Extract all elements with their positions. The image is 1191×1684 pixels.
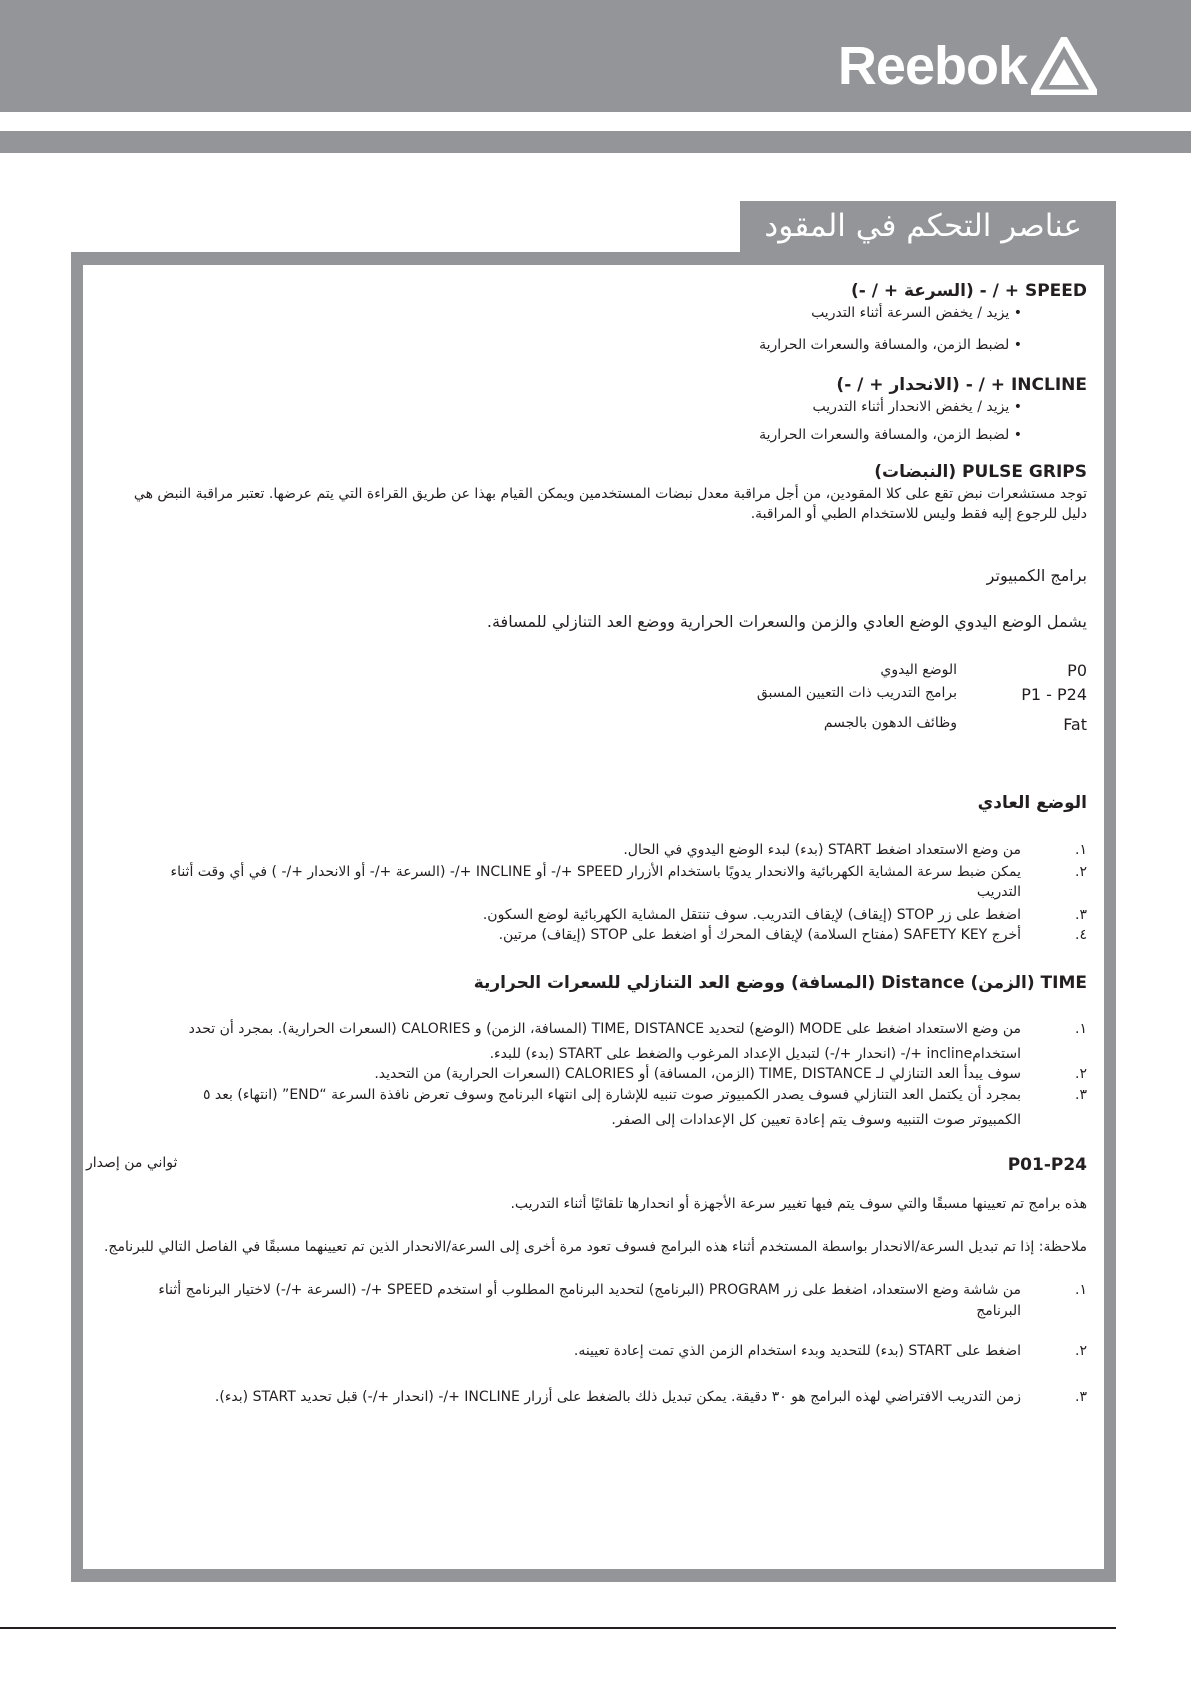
incline-bullet-1: • يزيد / يخفض الانحدار أثناء التدريب bbox=[812, 399, 1022, 415]
brand-wordmark: Reebok bbox=[837, 36, 1027, 96]
speed-heading: SPEED + / - (السرعة + / -) bbox=[850, 281, 1087, 301]
program-desc-p1p24: برامج التدريب ذات التعيين المسبق bbox=[756, 685, 957, 701]
p01-note: ملاحظة: إذا تم تبديل السرعة/الانحدار بواسطة المستخدم أثناء هذه البرامج فسوف تعود مرة أخرى إلى السرعة/الانحدار الذين تم تعيينهما مسبقًا في الفاصل التالي للبرنامج. bbox=[103, 1239, 1087, 1255]
incline-heading: INCLINE + / - (الانحدار + / -) bbox=[836, 375, 1087, 395]
countdown-item-2-number: ٢. bbox=[1075, 1066, 1087, 1082]
p01-item-2: اضغط على START (بدء) للتحديد وبدء استخدام الزمن الذي تمت إعادة تعيينه. bbox=[573, 1343, 1021, 1359]
programs-intro: يشمل الوضع اليدوي الوضع العادي والزمن والسعرات الحرارية ووضع العد التنازلي للمسافة. bbox=[486, 612, 1087, 631]
countdown-item-3: بمجرد أن يكتمل العد التنازلي فسوف يصدر الكمبيوتر صوت تنبيه للإشارة إلى انتهاء البرنامج وسوف تعرض نافذة السرعة “END” (انتهاء) بعد ٥ bbox=[202, 1087, 1021, 1103]
normal-item-2-number: ٢. bbox=[1075, 864, 1087, 880]
p01-heading: P01-P24 bbox=[1007, 1155, 1087, 1175]
countdown-item-2: سوف يبدأ العد التنازلي لـ TIME, DISTANCE (الزمن، المسافة) أو CALORIES (السعرات الحرارية) من التحديد. bbox=[374, 1066, 1021, 1082]
incline-bullet-2: • لضبط الزمن، والمسافة والسعرات الحرارية bbox=[759, 427, 1022, 443]
countdown-heading: TIME (الزمن) Distance (المسافة) ووضع العد التنازلي للسعرات الحرارية bbox=[473, 973, 1087, 993]
normal-item-4-number: ٤. bbox=[1075, 927, 1087, 943]
p01-item-3: زمن التدريب الافتراضي لهذه البرامج هو ٣٠ دقيقة. يمكن تبديل ذلك بالضغط على أزرار INCLINE +/- (انحدار +/-) قبل تحديد START (بدء). bbox=[214, 1389, 1021, 1405]
p01-item-1: من شاشة وضع الاستعداد، اضغط على زر PROGRAM (البرنامج) لتحديد البرنامج المطلوب أو استخدم SPEED +/- (السرعة +/-) لاختيار البرنامج أثناء bbox=[158, 1282, 1021, 1298]
p01-side-note: ثواني من إصدار bbox=[86, 1155, 178, 1171]
normal-item-1-number: ١. bbox=[1075, 842, 1087, 858]
p01-item-3-number: ٣. bbox=[1075, 1389, 1087, 1405]
normal-item-2-cont: التدريب bbox=[976, 884, 1021, 900]
normal-item-4: أخرج SAFETY KEY (مفتاح السلامة) لإيقاف المحرك أو اضغط على STOP (إيقاف) مرتين. bbox=[498, 927, 1021, 943]
p01-item-2-number: ٢. bbox=[1075, 1343, 1087, 1359]
speed-bullet-1: • يزيد / يخفض السرعة أثناء التدريب bbox=[811, 305, 1022, 321]
pulse-line-2: دليل للرجوع إليه فقط وليس للاستخدام الطبي أو المراقبة. bbox=[750, 506, 1087, 522]
countdown-item-3-cont: الكمبيوتر صوت التنبيه وسوف يتم إعادة تعيين كل الإعدادات إلى الصفر. bbox=[611, 1112, 1021, 1128]
pulse-heading: PULSE GRIPS (النبضات) bbox=[874, 462, 1087, 482]
normal-mode-heading: الوضع العادي bbox=[977, 793, 1087, 813]
countdown-item-1-cont: استخدامincline +/- (انحدار +/-) لتبديل الإعداد المرغوب والضغط على START (بدء) للبدء. bbox=[489, 1046, 1021, 1062]
sub-header-band bbox=[0, 131, 1191, 153]
footer-rule bbox=[0, 1627, 1116, 1629]
normal-item-3-number: ٣. bbox=[1075, 907, 1087, 923]
pulse-line-1: توجد مستشعرات نبض تقع على كلا المقودين، من أجل مراقبة معدل نبضات المستخدمين ويمكن القيام بهذا عن طريق القراءة التي يتم عرضها. تعتبر مراقبة النبض هي bbox=[133, 486, 1087, 502]
p01-item-1-cont: البرنامج bbox=[976, 1303, 1021, 1319]
program-desc-p0: الوضع اليدوي bbox=[880, 662, 957, 678]
program-code-p1p24: P1 - P24 bbox=[1021, 685, 1087, 704]
countdown-item-3-number: ٣. bbox=[1075, 1087, 1087, 1103]
countdown-item-1: من وضع الاستعداد اضغط على MODE (الوضع) لتحديد TIME, DISTANCE (المسافة، الزمن) و CALORIES (السعرات الحرارية). بمجرد أن تحدد bbox=[188, 1021, 1021, 1037]
normal-item-3: اضغط على زر STOP (إيقاف) لإيقاف التدريب. سوف تنتقل المشاية الكهربائية لوضع السكون. bbox=[482, 907, 1021, 923]
program-code-fat: Fat bbox=[1063, 715, 1087, 734]
countdown-item-1-number: ١. bbox=[1075, 1021, 1087, 1037]
p01-item-1-number: ١. bbox=[1075, 1282, 1087, 1298]
p01-description: هذه برامج تم تعيينها مسبقًا والتي سوف يتم فيها تغيير سرعة الأجهزة أو انحدارها تلقائيًا أثناء التدريب. bbox=[510, 1196, 1087, 1212]
reebok-logo bbox=[838, 36, 1097, 96]
section-title: عناصر التحكم في المقود bbox=[740, 201, 1116, 252]
speed-bullet-2: • لضبط الزمن، والمسافة والسعرات الحرارية bbox=[759, 337, 1022, 353]
program-desc-fat: وظائف الدهون بالجسم bbox=[823, 715, 957, 731]
programs-heading: برامج الكمبيوتر bbox=[986, 566, 1087, 585]
program-code-p0: P0 bbox=[1067, 661, 1087, 680]
normal-item-1: من وضع الاستعداد اضغط START (بدء) لبدء الوضع اليدوي في الحال. bbox=[623, 842, 1021, 858]
delta-logo-icon bbox=[1031, 37, 1097, 95]
normal-item-2: يمكن ضبط سرعة المشاية الكهربائية والانحدار يدويًا باستخدام الأزرار SPEED +/- أو INCLINE +/- (السرعة +/- أو الانحدار +/- ) في أي وقت أثناء bbox=[170, 864, 1021, 880]
